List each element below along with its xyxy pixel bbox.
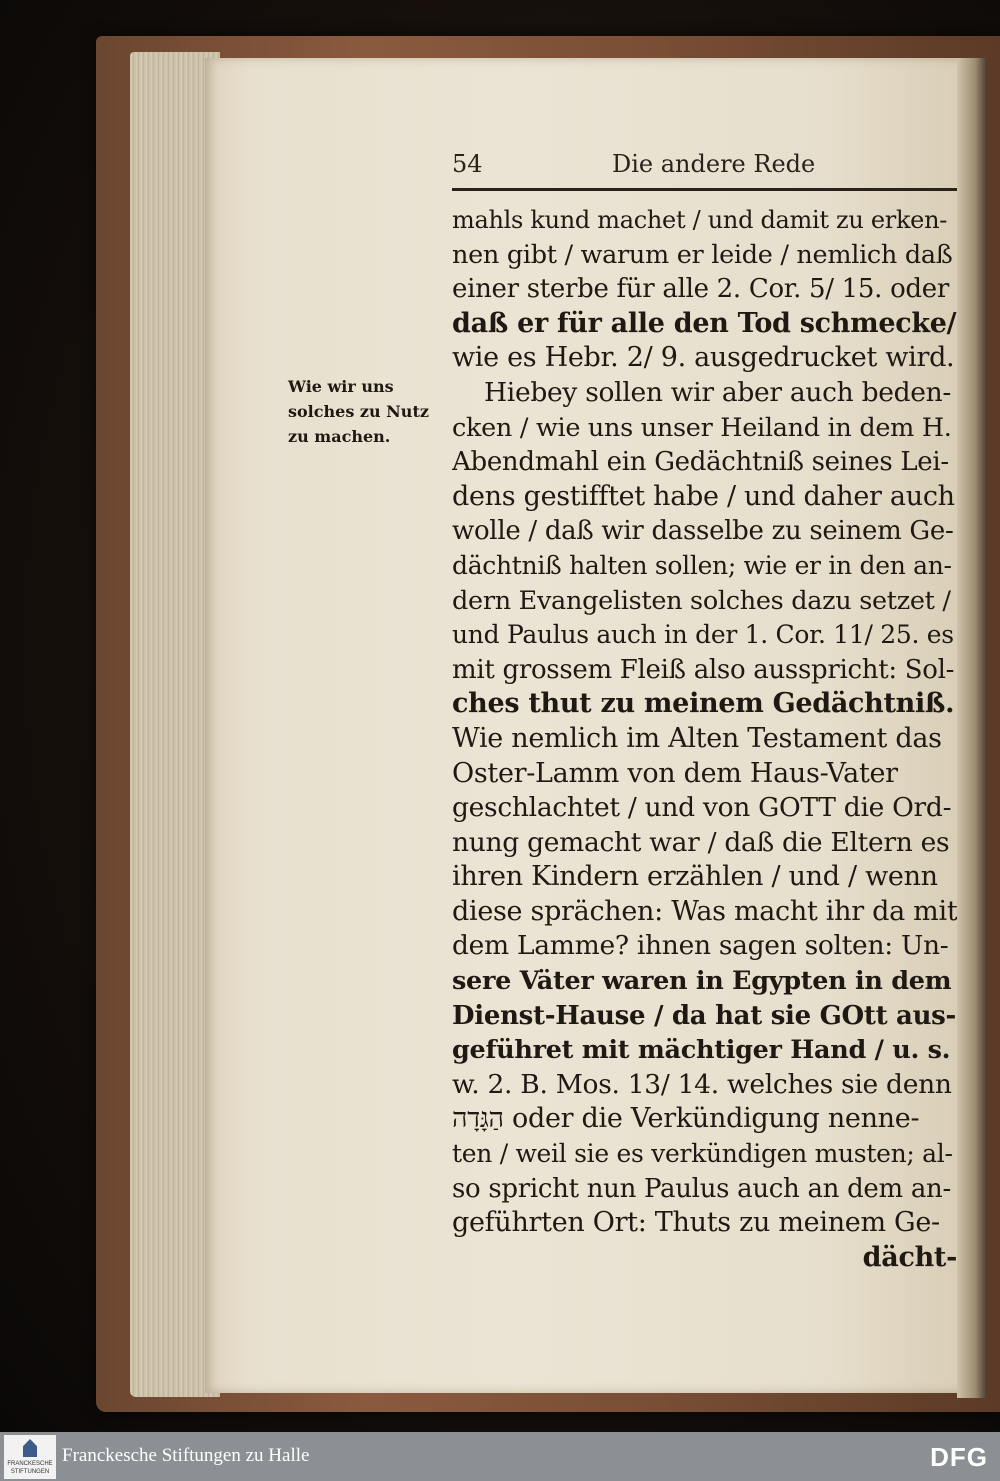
text-line: ten / weil sie es verkündigen musten; al-: [452, 1139, 953, 1169]
building-icon: [23, 1439, 37, 1457]
margin-note: [288, 374, 428, 449]
text-line: dens gestifftet habe / und daher auch: [452, 480, 955, 512]
text-line: sere Väter waren in Egypten in dem: [452, 966, 952, 997]
logo-text: STIFTUNGEN: [10, 1469, 50, 1475]
margin-note-line: zu machen.: [288, 427, 391, 446]
running-title: Die andere Rede: [612, 150, 816, 178]
text-line: so spricht nun Paulus auch an dem an-: [452, 1173, 951, 1204]
text-line: wie es Hebr. 2/ 9. ausgedrucket wird.: [452, 342, 955, 374]
body-text: [452, 203, 957, 1275]
text-line: geschlachtet / und von GOTT die Ord-: [452, 792, 952, 824]
page-gutter: [957, 58, 987, 1398]
catchword: dächt-: [862, 1241, 957, 1273]
page-header: [452, 146, 957, 186]
text-line: cken / wie uns unser Heiland in dem H.: [452, 412, 952, 443]
text-line: nung gemacht war / daß die Eltern es: [452, 826, 950, 858]
text-line: dern Evangelisten solches dazu setzet /: [452, 585, 951, 616]
text-line: wolle / daß wir dasselbe zu seinem Ge-: [452, 516, 954, 547]
text-line: Hiebey sollen wir aber auch beden-: [484, 376, 952, 408]
text-line: Abendmahl ein Gedächtniß seines Lei-: [452, 447, 949, 478]
text-line: daß er für alle den Tod schmecke/: [452, 307, 957, 339]
text-line: Dienst-Hause / da hat sie GOtt aus-: [452, 1000, 957, 1031]
text-line: geführet mit mächtiger Hand / u. s.: [452, 1035, 951, 1066]
franckesche-logo[interactable]: [4, 1435, 56, 1479]
text-line: w. 2. B. Mos. 13/ 14. welches sie denn: [452, 1068, 952, 1100]
text-line: ches thut zu meinem Gedächtniß.: [452, 688, 955, 720]
text-line: הַגָּדָה oder die Verkündigung nenne-: [452, 1103, 920, 1135]
text-line: mahls kund machet / und damit zu erken-: [452, 206, 948, 234]
text-line: ihren Kindern erzählen / und / wenn: [452, 861, 938, 893]
margin-note-line: Wie wir uns: [288, 377, 394, 396]
text-line: Wie nemlich im Alten Testament das: [452, 722, 942, 754]
viewer-footer: [0, 1432, 1000, 1481]
text-line: dächtniß halten sollen; wie er in den an-: [452, 550, 952, 580]
text-line: und Paulus auch in der 1. Cor. 11/ 25. es: [452, 620, 954, 650]
text-line: Oster-Lamm von dem Haus-Vater: [452, 757, 898, 789]
margin-note-line: solches zu Nutz: [288, 402, 429, 421]
text-line: nen gibt / warum er leide / nemlich daß: [452, 239, 953, 270]
text-line: mit grossem Fleiß also ausspricht: Sol-: [452, 654, 955, 685]
text-line: geführten Ort: Thuts zu meinem Ge-: [452, 1207, 940, 1239]
page-number: 54: [452, 150, 483, 178]
text-line: diese sprächen: Was macht ihr da mit: [452, 895, 957, 927]
header-rule: [452, 188, 957, 191]
institution-name: Franckesche Stiftungen zu Halle: [62, 1445, 310, 1466]
logo-text: FRANCKESCHE: [7, 1461, 53, 1467]
text-line: einer sterbe für alle 2. Cor. 5/ 15. oder: [452, 274, 949, 305]
dfg-logo[interactable]: DFG: [930, 1442, 988, 1472]
text-line: dem Lamme? ihnen sagen solten: Un-: [452, 930, 949, 962]
